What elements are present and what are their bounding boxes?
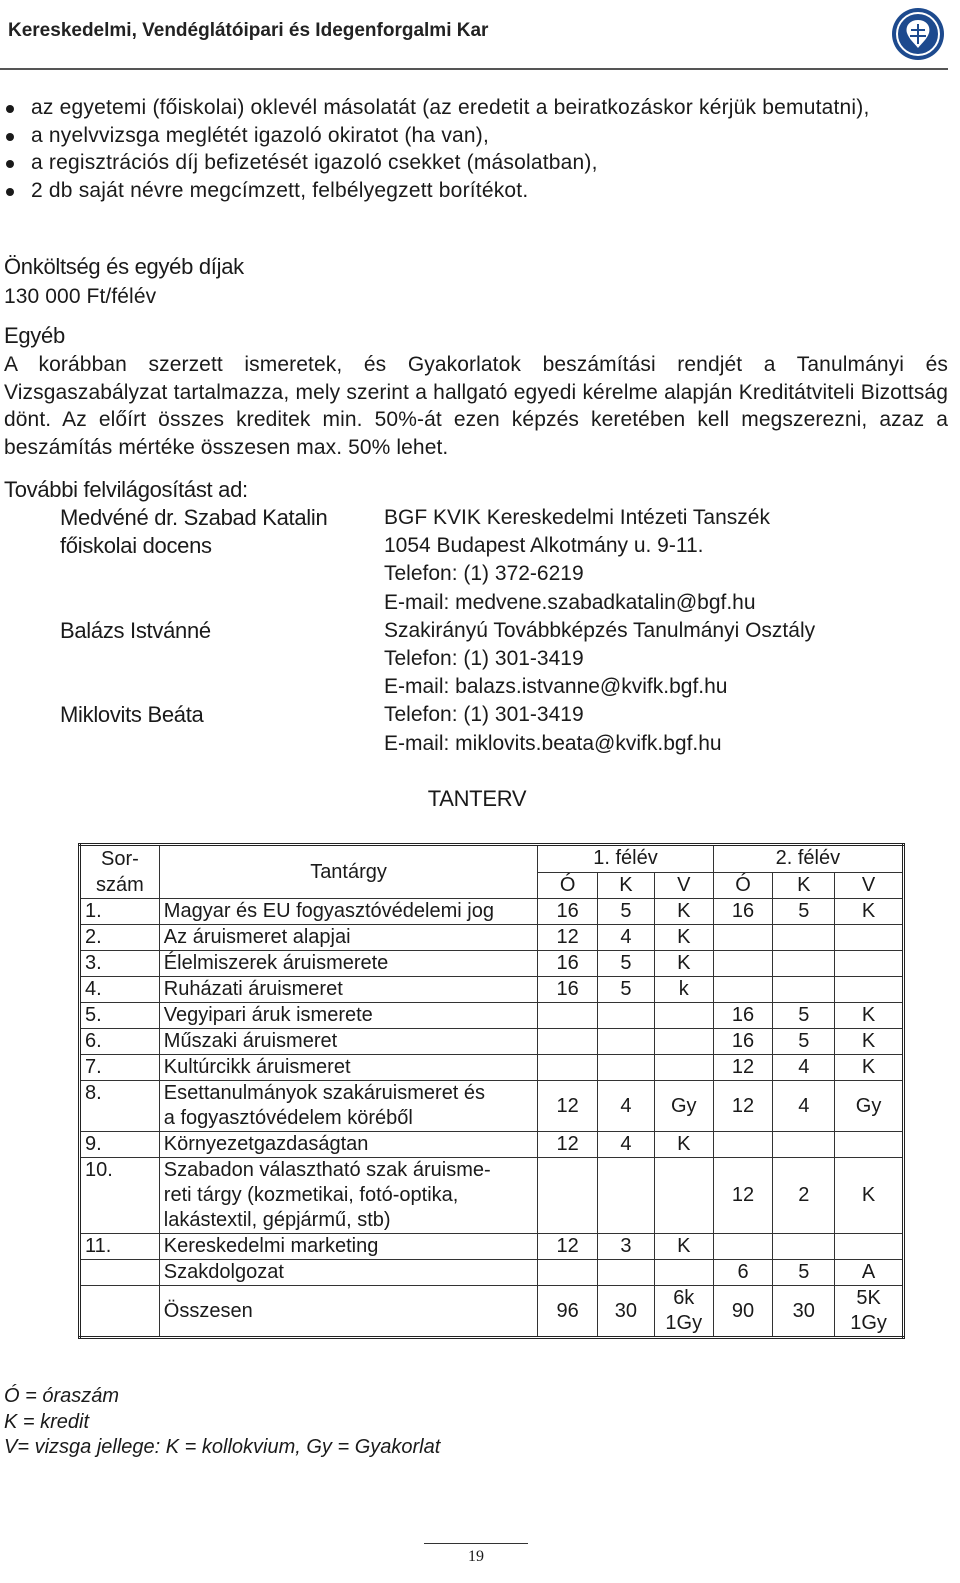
subject-name: Szakdolgozat [159,1260,538,1286]
cell-v1 [654,1158,713,1234]
header-sub: K [598,872,655,899]
cell-o2: 12 [713,1055,773,1081]
cell-v1 [654,1029,713,1055]
cell-k2: 5 [773,1029,835,1055]
cell-v2: A [835,1260,904,1286]
cell-o1 [538,1260,598,1286]
cell-o1: 12 [538,1081,598,1132]
table-row [80,1260,904,1286]
cell-k2: 5 [773,1003,835,1029]
cell-k1: 30 [598,1286,655,1338]
header-rule [0,68,948,70]
bullet-icon [6,105,14,113]
cell-o2 [713,925,773,951]
header-sub: K [773,872,835,899]
cell-o2 [713,977,773,1003]
cell-k2 [773,1234,835,1260]
cell-v2: K [835,1029,904,1055]
cell-v2: K [835,1003,904,1029]
contact-row: E-mail: miklovits.beata@kvifk.bgf.hu [384,731,722,755]
page-number: 19 [468,1548,484,1565]
subject-name: Környezetgazdaságtan [159,1132,538,1158]
header-semester-1: 1. félév [538,845,713,873]
contact-row: E-mail: medvene.szabadkatalin@bgf.hu [384,590,756,614]
contact-row: főiskolai docens 1054 Budapest Alkotmány u. 9-11. [60,533,704,559]
table-row [80,1003,904,1029]
cell-k1: 4 [598,1081,655,1132]
cell-o2: 12 [713,1081,773,1132]
cell-v1: K [654,899,713,925]
subject-name: Szabadon választható szak áruisme- reti tárgy (kozmetikai, fotó-optika, lakástextil, gépjármű, stb) [159,1158,538,1234]
header-sub: Ó [538,872,598,899]
table-row [80,1132,904,1158]
contact-row: E-mail: balazs.istvanne@kvifk.bgf.hu [384,675,728,699]
cell-k2 [773,925,835,951]
legend-line: K = kredit [4,1410,90,1433]
cell-o2: 16 [713,1003,773,1029]
cell-v1: K [654,1234,713,1260]
cell-o1 [538,1055,598,1081]
subject-name: Kultúrcikk áruismeret [159,1055,538,1081]
list-item: a nyelvvizsga meglétét igazoló okiratot (ha van), [4,122,948,150]
cell-v1 [654,1260,713,1286]
cell-k1: 4 [598,1132,655,1158]
cell-o1 [538,1029,598,1055]
cell-v1: Gy [654,1081,713,1132]
subject-name: Esettanulmányok szakáruismeret és a fogyasztóvédelem köréből [159,1081,538,1132]
header-sub: Ó [713,872,773,899]
row-number: 6. [80,1029,160,1055]
subject-name: Az áruismeret alapjai [159,925,538,951]
table-header-row [80,845,904,873]
curriculum-table [78,843,905,1339]
faculty-title: Kereskedelmi, Vendéglátóipari és Idegenforgalmi Kar [8,20,489,41]
cell-k1: 3 [598,1234,655,1260]
cell-k2 [773,951,835,977]
cell-k2: 5 [773,1260,835,1286]
cell-o2 [713,1132,773,1158]
cell-v1: 6k 1Gy [654,1286,713,1338]
table-row [80,1029,904,1055]
list-item: 2 db saját névre megcímzett, felbélyegzett borítékot. [4,177,948,205]
table-row [80,1234,904,1260]
cell-v2 [835,925,904,951]
row-number: 8. [80,1081,160,1132]
curriculum-table-body [80,899,904,1338]
cell-k1: 5 [598,977,655,1003]
subject-name: Összesen [159,1286,538,1338]
table-row [80,1158,904,1234]
cell-v1: K [654,951,713,977]
cell-v2 [835,1132,904,1158]
legend-line: Ó = óraszám [4,1385,120,1407]
cell-o1: 12 [538,1132,598,1158]
row-number: 4. [80,977,160,1003]
contact-row: Miklovits Beáta Telefon: (1) 301-3419 [60,702,584,728]
row-number: 7. [80,1055,160,1081]
table-row [80,951,904,977]
cell-o1: 16 [538,977,598,1003]
cell-v2: Gy [835,1081,904,1132]
header-sub: V [654,872,713,899]
list-item: a regisztrációs díj befizetését igazoló csekket (másolatban), [4,149,948,177]
contact-row: Telefon: (1) 301-3419 [384,646,584,670]
table-row [80,925,904,951]
cell-o1 [538,1003,598,1029]
cell-k1 [598,1003,655,1029]
cell-o2: 6 [713,1260,773,1286]
table-row [80,1286,904,1338]
fees-value: 130 000 Ft/félév [4,285,157,308]
subject-name: Kereskedelmi marketing [159,1234,538,1260]
cell-v2 [835,977,904,1003]
cell-k1: 5 [598,899,655,925]
table-row [80,977,904,1003]
legend [4,1384,440,1461]
table-row [80,899,904,925]
cell-v2: K [835,899,904,925]
cell-o2: 16 [713,1029,773,1055]
page-header [0,0,960,70]
fees-heading: Önköltség és egyéb díjak [4,254,244,279]
row-number: 9. [80,1132,160,1158]
table-row [80,1081,904,1132]
subject-name: Ruházati áruismeret [159,977,538,1003]
cell-o2 [713,951,773,977]
cell-k1: 4 [598,925,655,951]
cell-o1 [538,1158,598,1234]
contact-list [60,504,940,758]
table-row [80,1055,904,1081]
curriculum-title: TANTERV [427,786,527,811]
header-semester-2: 2. félév [713,845,903,873]
subject-name: Magyar és EU fogyasztóvédelemi jog [159,899,538,925]
row-number: 3. [80,951,160,977]
cell-k2: 5 [773,899,835,925]
footer-rule [424,1543,528,1544]
header-sub: V [835,872,904,899]
contact-row: Telefon: (1) 372-6219 [384,562,584,586]
cell-k2 [773,977,835,1003]
cell-o1: 16 [538,899,598,925]
other-heading: Egyéb [4,323,65,348]
cell-o1: 16 [538,951,598,977]
cell-v2: K [835,1055,904,1081]
cell-v1: k [654,977,713,1003]
bullet-icon [6,160,14,168]
cell-o2: 12 [713,1158,773,1234]
cell-k1: 5 [598,951,655,977]
cell-v1 [654,1003,713,1029]
row-number: 10. [80,1158,160,1234]
cell-o2: 90 [713,1286,773,1338]
cell-k1 [598,1158,655,1234]
subject-name: Műszaki áruismeret [159,1029,538,1055]
cell-o2: 16 [713,899,773,925]
header-sorszam: Sor- szám [80,845,160,899]
info-heading: További felvilágosítást ad: [4,477,248,502]
header-tantargy: Tantárgy [159,845,538,899]
cell-o1: 12 [538,1234,598,1260]
legend-line: V= vizsga jellege: K = kollokvium, Gy = Gyakorlat [4,1436,441,1458]
subject-name: Vegyipari áruk ismerete [159,1003,538,1029]
cell-k2: 4 [773,1055,835,1081]
row-number: 2. [80,925,160,951]
cell-v1: K [654,1132,713,1158]
cell-o2 [713,1234,773,1260]
required-documents-list [4,94,948,204]
university-logo-icon [890,6,946,62]
cell-k2: 4 [773,1081,835,1132]
row-number [80,1286,160,1338]
cell-o1: 12 [538,925,598,951]
row-number: 5. [80,1003,160,1029]
cell-v2: 5K 1Gy [835,1286,904,1338]
bullet-icon [6,188,14,196]
other-text: A korábban szerzett ismeretek, és Gyakorlatok beszámítási rendjét a Tanulmányi és Vizsgaszabályzat tartalmazza, mely szerint a hallgató egyedi kérelme alapján Kreditátviteli Bizottság dönt. Az előírt összes kreditek min. 50%-át ezen képzés keretében kell megszerezni, azaz a beszámítás mértéke összesen max. 50% lehet. [4,353,948,459]
row-number: 11. [80,1234,160,1260]
cell-v1: K [654,925,713,951]
cell-v1 [654,1055,713,1081]
row-number [80,1260,160,1286]
contact-row: Medvéné dr. Szabad Katalin BGF KVIK Kereskedelmi Intézeti Tanszék [60,505,770,530]
cell-k2: 30 [773,1286,835,1338]
cell-k1 [598,1260,655,1286]
subject-name: Élelmiszerek áruismerete [159,951,538,977]
cell-k1 [598,1055,655,1081]
contact-row: Balázs Istvánné Szakirányú Továbbképzés Tanulmányi Osztály [60,617,816,643]
cell-k2: 2 [773,1158,835,1234]
cell-v2 [835,951,904,977]
cell-k1 [598,1029,655,1055]
cell-k2 [773,1132,835,1158]
bullet-icon [6,133,14,141]
cell-o1: 96 [538,1286,598,1338]
list-item: az egyetemi (főiskolai) oklevél másolatát (az eredetit a beiratkozáskor kérjük bemutatni), [4,94,948,122]
cell-v2: K [835,1158,904,1234]
cell-v2 [835,1234,904,1260]
row-number: 1. [80,899,160,925]
